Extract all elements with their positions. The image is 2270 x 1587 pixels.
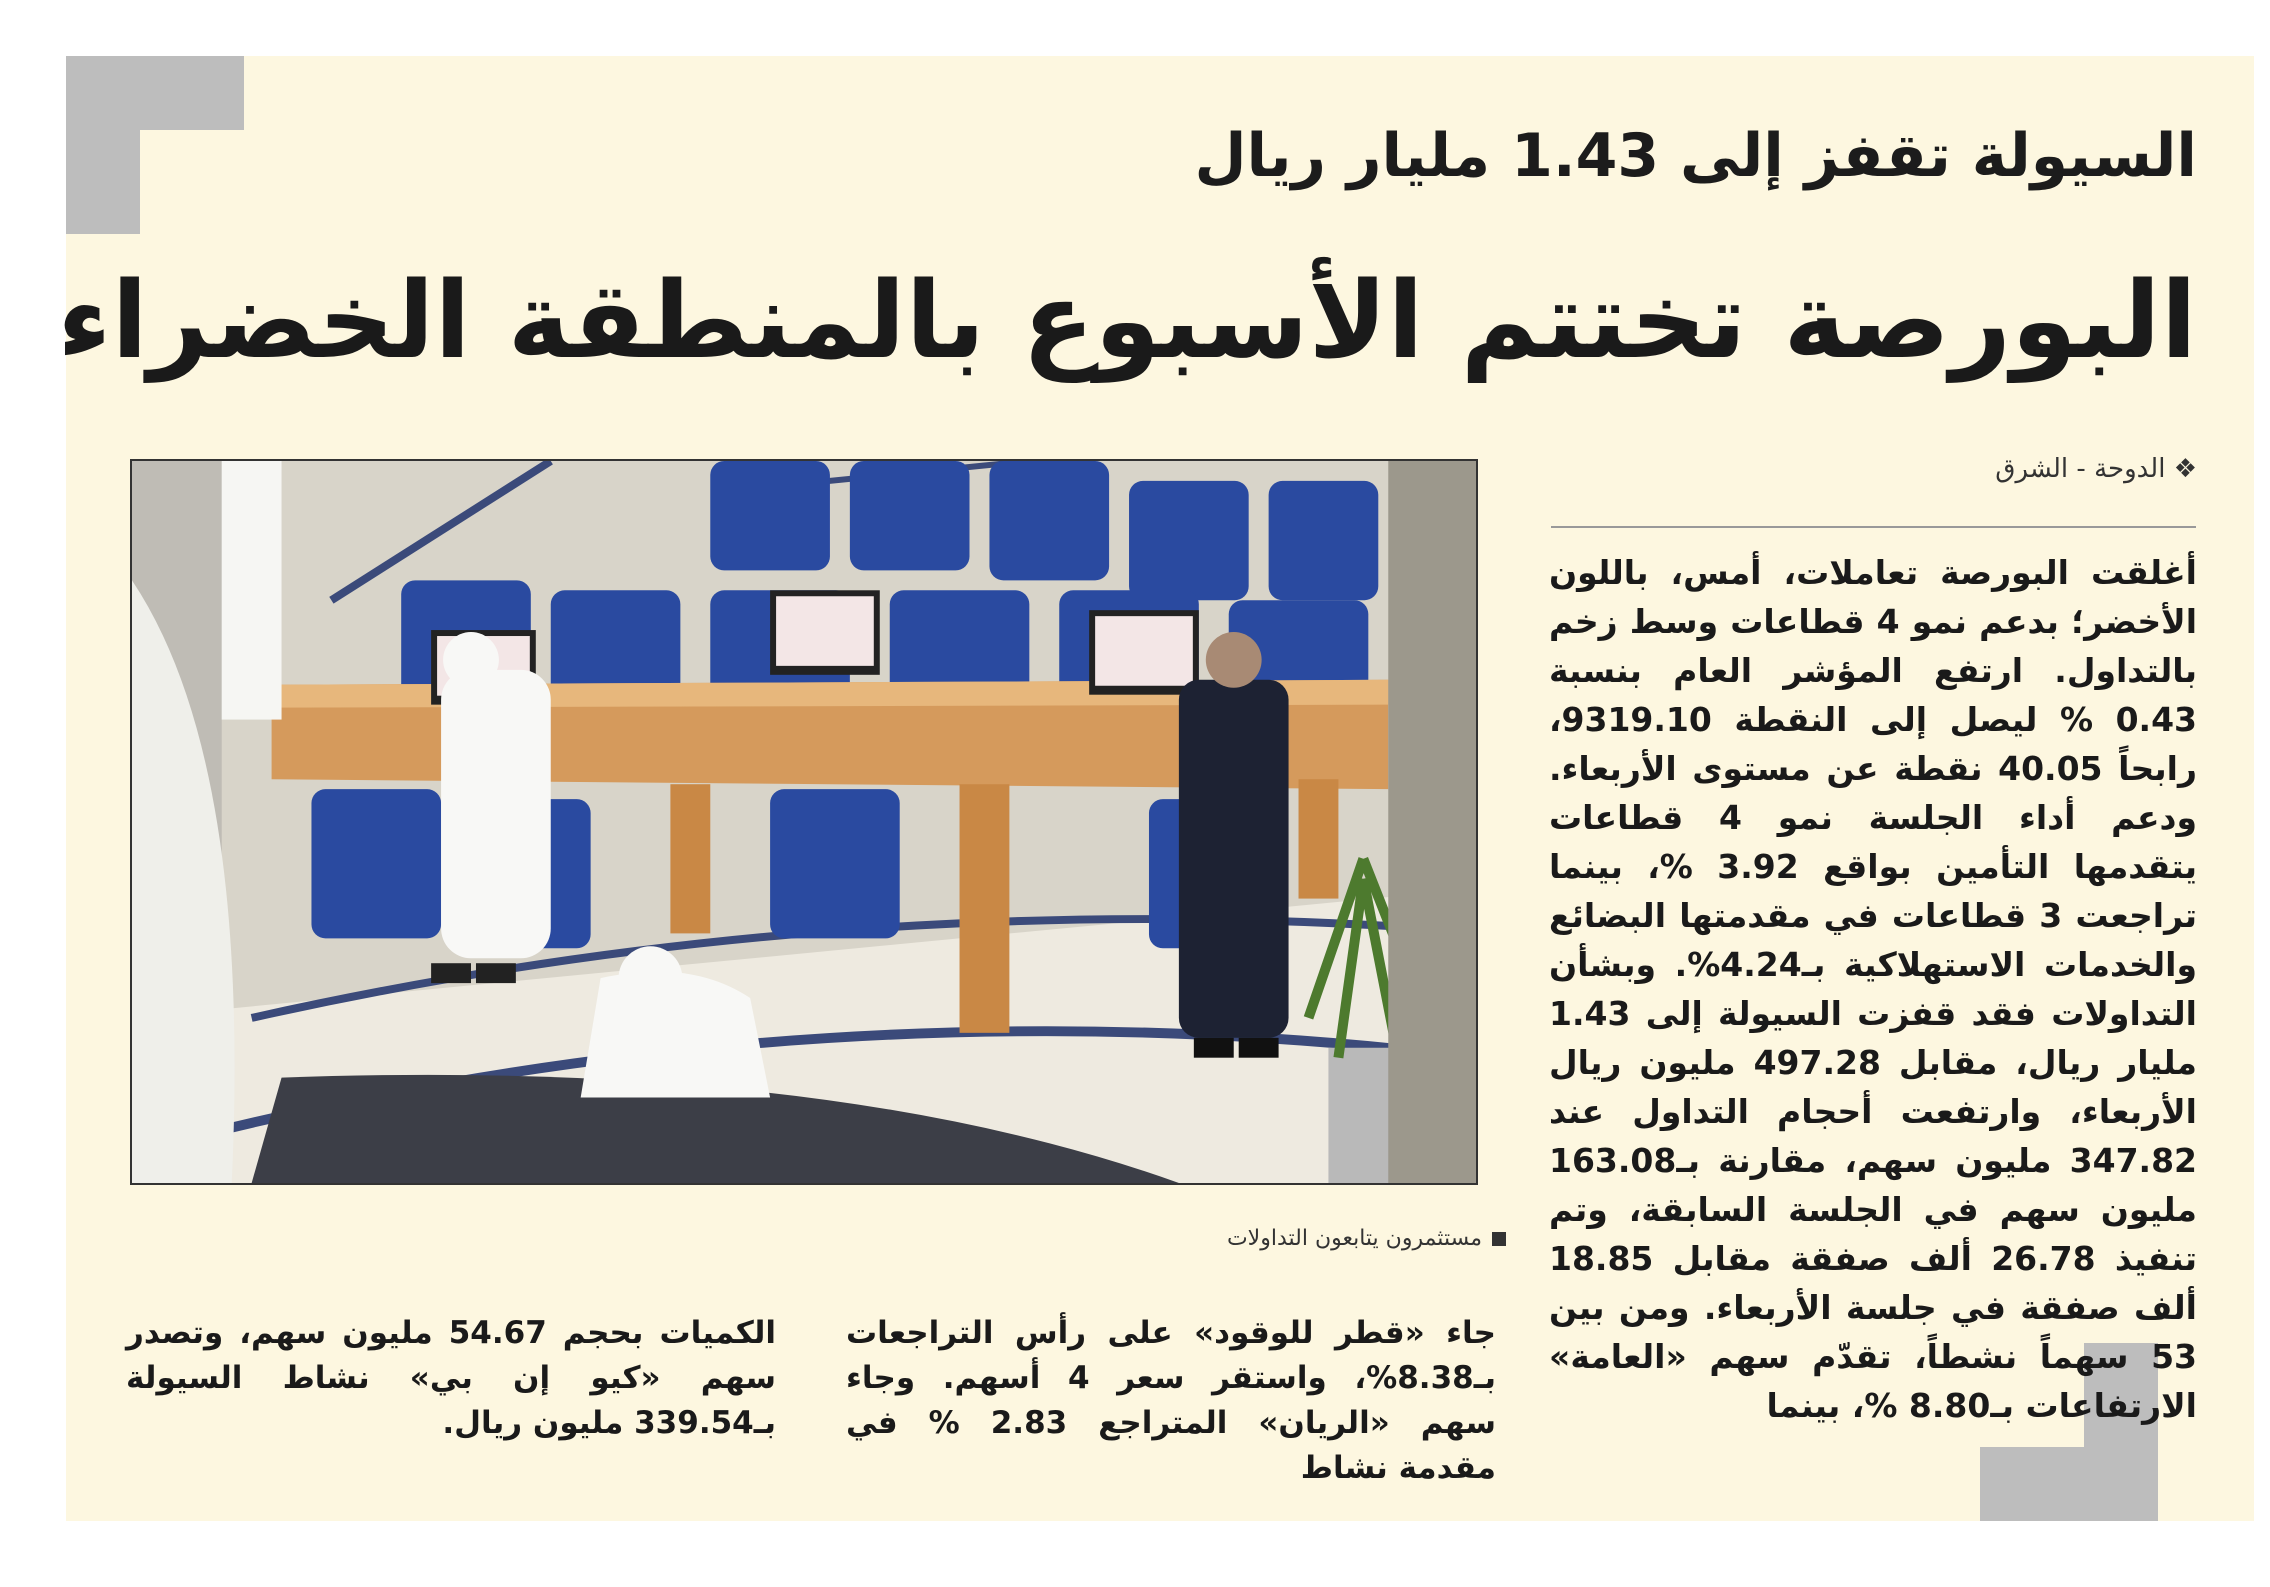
byline-divider bbox=[1551, 526, 2196, 528]
body-column-1: أغلقت البورصة تعاملات، أمس، باللون الأخضر؛ بدعم نمو 4 قطاعات وسط زخم بالتداول. ارتفع المؤشر العام بنسبة 0.43 % ليصل إلى النقطة 9319.10، رابحاً 40.05 نقطة عن مستوى الأربعاء. ودعم أداء الجلسة نمو 4 قطاعات يتقدمها التأمين بواقع 3.92 %، بينما تراجعت 3 قطاعات في مقدمتها البضائع والخدمات الاستهلاكية بـ4.24%. وبشأن التداولات فقد قفزت السيولة إلى 1.43 مليار ريال، مقابل 497.28 مليون ريال الأربعاء، وارتفعت أحجام التداول عند 347.82 مليون سهم، مقارنة بـ163.08 مليون سهم في الجلسة السابقة، وتم تنفيذ 26.78 ألف صفقة مقابل 18.85 ألف صفقة في جلسة الأربعاء. ومن بين 53 سهماً نشطاً، تقدّم سهم «العامة» الارتفاعات بـ8.80 %، بينما bbox=[1549, 553, 2198, 1425]
trading-floor-photo bbox=[132, 461, 1476, 1183]
caption-text: مستثمرون يتابعون التداولات bbox=[1226, 1226, 1482, 1251]
corner-mark-bottom-right-horizontal bbox=[1980, 1447, 2158, 1521]
kicker-subheadline: السيولة تقفز إلى 1.43 مليار ريال bbox=[1194, 121, 2197, 191]
photo-caption bbox=[1066, 1226, 1506, 1251]
news-photo bbox=[130, 459, 1478, 1185]
byline: ❖ الدوحة - الشرق bbox=[1995, 454, 2197, 484]
newspaper-page bbox=[57, 56, 2254, 1521]
body-column-2: جاء «قطر للوقود» على رأس التراجعات بـ8.38%، واستقر سعر 4 أسهم. وجاء سهم «الريان» المتراجع 2.83 % في مقدمة نشاط bbox=[846, 1315, 1496, 1486]
main-headline: البورصة تختتم الأسبوع بالمنطقة الخضراء bbox=[57, 259, 2197, 382]
body-column-3: الكميات بحجم 54.67 مليون سهم، وتصدر سهم «كيو إن بي» نشاط السيولة بـ339.54 مليون ريال. bbox=[126, 1315, 776, 1441]
corner-mark-top-left-horizontal bbox=[66, 56, 244, 130]
caption-square-icon bbox=[1492, 1232, 1506, 1246]
